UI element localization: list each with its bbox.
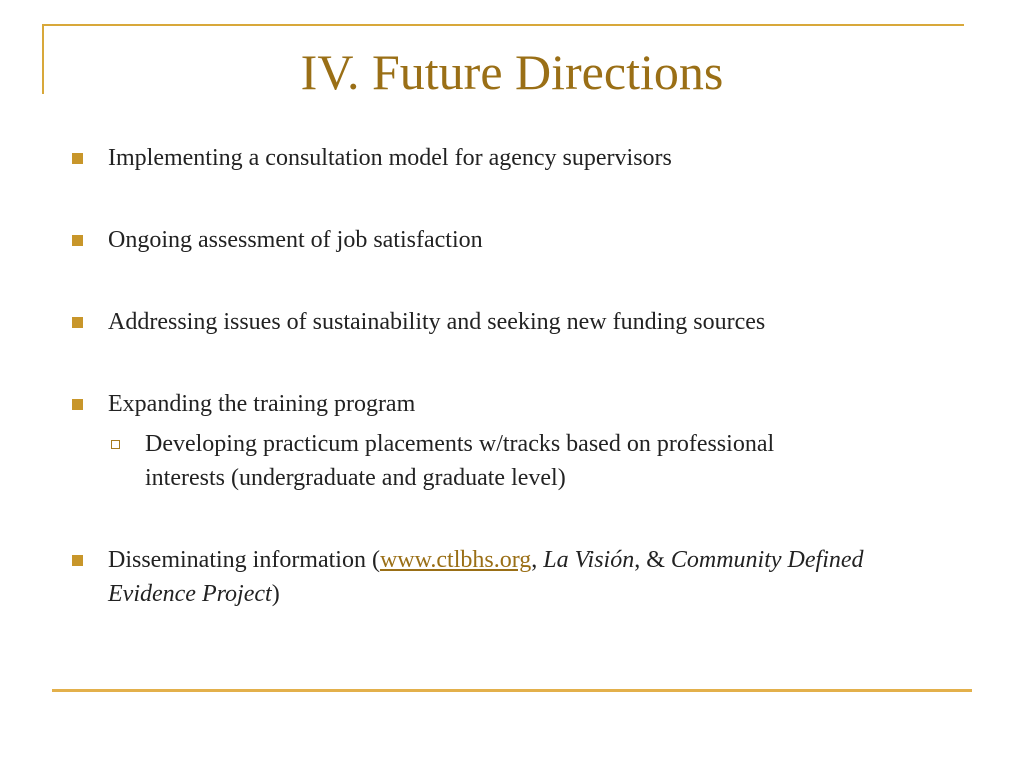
bullet-square-icon <box>72 153 83 164</box>
la-vision-title: La Visión <box>543 547 635 573</box>
bullet-square-icon <box>72 555 83 566</box>
ctlbhs-link[interactable]: www.ctlbhs.org <box>379 547 532 573</box>
bullet-square-icon <box>72 399 83 410</box>
bullet-square-icon <box>72 235 83 246</box>
bullet-text-3: Addressing issues of sustainability and seeking new funding sources <box>108 309 766 335</box>
sub-bullet-text-line-1: Developing practicum placements w/tracks based on professional <box>145 431 775 457</box>
bullet-square-icon <box>72 317 83 328</box>
slide-title: IV. Future Directions <box>300 44 724 100</box>
frame-top-line <box>42 24 964 26</box>
bullet-text-5-line-1 <box>108 543 864 577</box>
bottom-rule-line <box>52 689 972 692</box>
closing-paren: ) <box>271 581 280 607</box>
evidence-project-title: Evidence Project <box>108 581 272 607</box>
separator-2: , & <box>634 547 671 573</box>
separator-1: , <box>531 547 544 573</box>
community-defined-title: Community Defined <box>670 547 864 573</box>
bullet-text-5-line-2 <box>108 577 280 611</box>
bullet-text-2: Ongoing assessment of job satisfaction <box>108 227 483 253</box>
bullet-text-1: Implementing a consultation model for agency supervisors <box>108 145 672 171</box>
bullet-text-4: Expanding the training program <box>108 391 416 417</box>
sub-bullet-hollow-square-icon <box>111 440 120 449</box>
bullet-text-5-prefix: Disseminating information ( <box>108 547 380 573</box>
sub-bullet-text-line-2: interests (undergraduate and graduate level) <box>145 465 566 491</box>
